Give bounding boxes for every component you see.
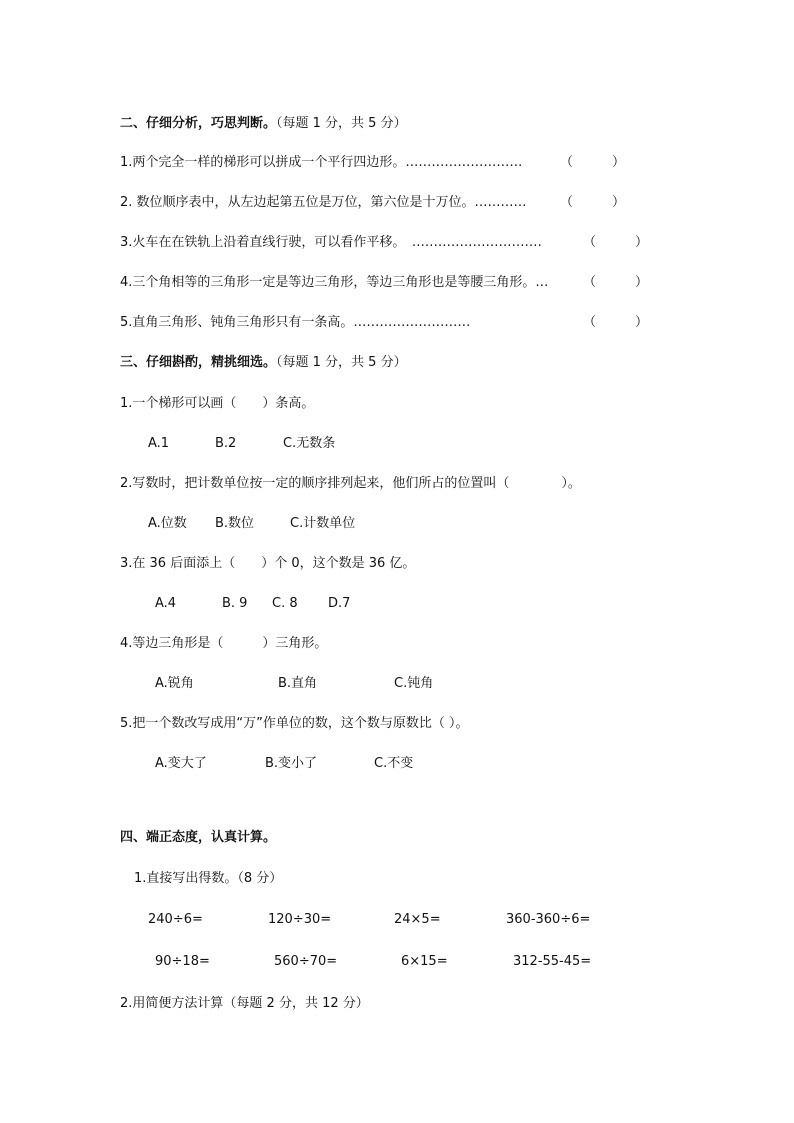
section3-heading bbox=[120, 355, 407, 371]
choice-5-option-a[interactable]: A.变大了 bbox=[155, 756, 207, 771]
choice-2-option-c[interactable]: C.计数单位 bbox=[290, 516, 356, 531]
choice-5-option-c[interactable]: C.不变 bbox=[374, 756, 414, 771]
calc-1-3: 24×5= bbox=[394, 912, 441, 927]
choice-question-5: 5.把一个数改写成用“万”作单位的数，这个数与原数比（ ）。 bbox=[120, 716, 469, 731]
choice-3-option-d[interactable]: D.7 bbox=[328, 596, 351, 611]
choice-3-option-c[interactable]: C. 8 bbox=[272, 596, 298, 611]
judge-answer-1[interactable]: （ ） bbox=[560, 155, 626, 170]
section2-note: （每题 1 分，共 5 分） bbox=[276, 116, 407, 131]
section3-note: （每题 1 分，共 5 分） bbox=[276, 355, 407, 370]
section4-sub2: 2.用简便方法计算（每题 2 分，共 12 分） bbox=[120, 996, 369, 1011]
calc-2-3: 6×15= bbox=[401, 954, 448, 969]
calc-1-2: 120÷30= bbox=[268, 912, 332, 927]
judge-item-3: 3.火车在在铁轨上沿着直线行驶，可以看作平移。 ………………………… bbox=[120, 235, 542, 250]
calc-2-4: 312-55-45= bbox=[513, 954, 592, 969]
section2-heading bbox=[120, 116, 407, 132]
choice-4-option-a[interactable]: A.锐角 bbox=[155, 676, 194, 691]
calc-2-2: 560÷70= bbox=[274, 954, 338, 969]
section4-heading: 四、端正态度，认真计算。 bbox=[120, 830, 277, 845]
section4-sub1: 1.直接写出得数。（8 分） bbox=[134, 871, 283, 886]
judge-item-5: 5.直角三角形、钝角三角形只有一条高。……………………… bbox=[120, 315, 471, 330]
judge-answer-3[interactable]: （ ） bbox=[583, 235, 649, 250]
choice-4-option-b[interactable]: B.直角 bbox=[278, 676, 318, 691]
choice-4-option-c[interactable]: C.钝角 bbox=[394, 676, 434, 691]
judge-answer-5[interactable]: （ ） bbox=[583, 315, 649, 330]
judge-item-4: 4.三个角相等的三角形一定是等边三角形，等边三角形也是等腰三角形。… bbox=[120, 275, 549, 290]
judge-item-2: 2. 数位顺序表中，从左边起第五位是万位，第六位是十万位。………… bbox=[120, 195, 527, 210]
choice-question-4: 4.等边三角形是（ ）三角形。 bbox=[120, 636, 328, 651]
choice-5-option-b[interactable]: B.变小了 bbox=[265, 756, 318, 771]
choice-1-option-a[interactable]: A.1 bbox=[148, 436, 170, 451]
choice-1-option-b[interactable]: B.2 bbox=[215, 436, 237, 451]
calc-1-1: 240÷6= bbox=[148, 912, 203, 927]
section3-title: 三、仔细斟酌，精挑细选。 bbox=[120, 355, 277, 370]
calc-1-4: 360-360÷6= bbox=[506, 912, 591, 927]
choice-2-option-a[interactable]: A.位数 bbox=[148, 516, 187, 531]
choice-question-2: 2.写数时，把计数单位按一定的顺序排列起来，他们所占的位置叫（ ）。 bbox=[120, 476, 581, 491]
choice-2-option-b[interactable]: B.数位 bbox=[215, 516, 255, 531]
calc-2-1: 90÷18= bbox=[155, 954, 210, 969]
judge-answer-2[interactable]: （ ） bbox=[560, 195, 626, 210]
judge-item-1: 1.两个完全一样的梯形可以拼成一个平行四边形。……………………… bbox=[120, 155, 523, 170]
choice-3-option-b[interactable]: B. 9 bbox=[222, 596, 248, 611]
choice-question-1: 1.一个梯形可以画（ ）条高。 bbox=[120, 396, 315, 411]
choice-1-option-c[interactable]: C.无数条 bbox=[283, 436, 336, 451]
judge-answer-4[interactable]: （ ） bbox=[583, 275, 649, 290]
choice-question-3: 3.在 36 后面添上（ ）个 0，这个数是 36 亿。 bbox=[120, 556, 416, 571]
choice-3-option-a[interactable]: A.4 bbox=[155, 596, 177, 611]
section2-title: 二、仔细分析，巧思判断。 bbox=[120, 116, 277, 131]
